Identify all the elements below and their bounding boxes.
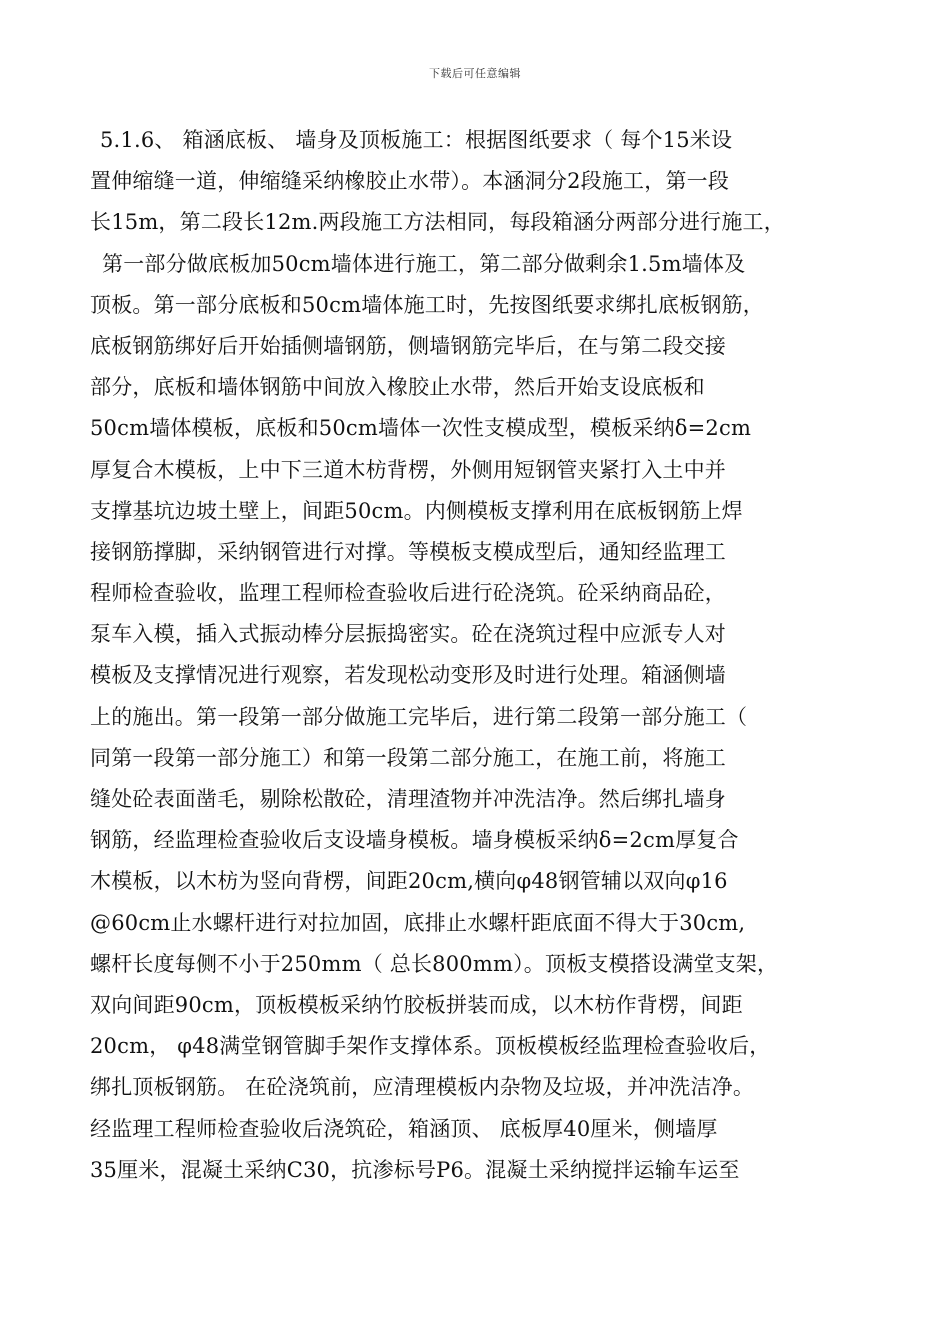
paragraph-line: 长15m，第二段长12m.两段施工方法相同，每段箱涵分两部分进行施工， xyxy=(90,210,785,235)
paragraph-line: 支撑基坑边坡土壁上，间距50cm。内侧模板支撑利用在底板钢筋上焊 xyxy=(90,498,743,523)
paragraph-line: 螺杆长度每侧不小于250mm（ 总长800mm）。顶板支模搭设满堂支架， xyxy=(90,951,779,976)
paragraph-line: @60cm止水螺杆进行对拉加固，底排止水螺杆距底面不得大于30cm, xyxy=(90,910,746,935)
paragraph-line: 50cm墙体模板，底板和50cm墙体一次性支模成型，模板采纳δ=2cm xyxy=(90,416,752,441)
paragraph-line: 置伸缩缝一道，伸缩缝采纳橡胶止水带）。本涵洞分2段施工，第一段 xyxy=(90,169,730,194)
paragraph-line: 缝处砼表面凿毛，剔除松散砼，清理渣物并冲洗洁净。然后绑扎墙身 xyxy=(90,787,726,811)
paragraph-line: 上的施出。第一段第一部分做施工完毕后，进行第二段第一部分施工（ xyxy=(90,704,748,729)
paragraph-line: 35厘米，混凝土采纳C30，抗渗标号P6。混凝土采纳搅拌运输车运至 xyxy=(90,1157,740,1182)
paragraph-line: 底板钢筋绑好后开始插侧墙钢筋，侧墙钢筋完毕后，在与第二段交接 xyxy=(90,333,726,358)
paragraph-line: 经监理工程师检查验收后浇筑砼，箱涵顶、 底板厚40厘米，侧墙厚 xyxy=(90,1116,718,1141)
paragraph-line: 同第一段第一部分施工）和第一段第二部分施工，在施工前，将施工 xyxy=(90,745,726,770)
paragraph-line: 双向间距90cm，顶板模板采纳竹胶板拼装而成，以木枋作背楞，间距 xyxy=(90,992,743,1017)
paragraph-line: 厚复合木模板，上中下三道木枋背楞，外侧用短钢管夹紧打入土中并 xyxy=(90,457,726,482)
paragraph-line: 木模板，以木枋为竖向背楞，间距20cm,横向φ48钢管辅以双向φ16 xyxy=(90,869,728,894)
paragraph-line: 顶板。第一部分底板和50cm墙体施工时，先按图纸要求绑扎底板钢筋， xyxy=(90,292,764,317)
paragraph-line: 钢筋，经监理检查验收后支设墙身模板。墙身模板采纳δ=2cm厚复合 xyxy=(90,828,739,853)
paragraph-line: 泵车入模，插入式振动棒分层振捣密实。砼在浇筑过程中应派专人对 xyxy=(90,622,726,647)
paragraph-line: 部分，底板和墙体钢筋中间放入橡胶止水带，然后开始支设底板和 xyxy=(90,375,705,400)
body-paragraph xyxy=(90,120,830,1191)
paragraph-line: 第一部分做底板加50cm墙体进行施工，第二部分做剩余1.5m墙体及 xyxy=(102,251,746,276)
paragraph-line: 接钢筋撑脚，采纳钢管进行对撑。等模板支模成型后，通知经监理工 xyxy=(90,539,726,564)
paragraph-line: 模板及支撑情况进行观察，若发现松动变形及时进行处理。箱涵侧墙 xyxy=(90,663,726,688)
paragraph-line: 绑扎顶板钢筋。 在砼浇筑前，应清理模板内杂物及垃圾，并冲洗洁净。 xyxy=(90,1075,755,1100)
page-header: 下载后可任意编辑 xyxy=(429,67,521,80)
paragraph-line: 20cm， φ48满堂钢管脚手架作支撑体系。顶板模板经监理检查验收后， xyxy=(90,1034,771,1059)
paragraph-line: 5.1.6、 箱涵底板、 墙身及顶板施工：根据图纸要求（ 每个15米设 xyxy=(100,128,733,152)
paragraph-line: 程师检查验收，监理工程师检查验收后进行砼浇筑。砼采纳商品砼， xyxy=(90,581,726,606)
